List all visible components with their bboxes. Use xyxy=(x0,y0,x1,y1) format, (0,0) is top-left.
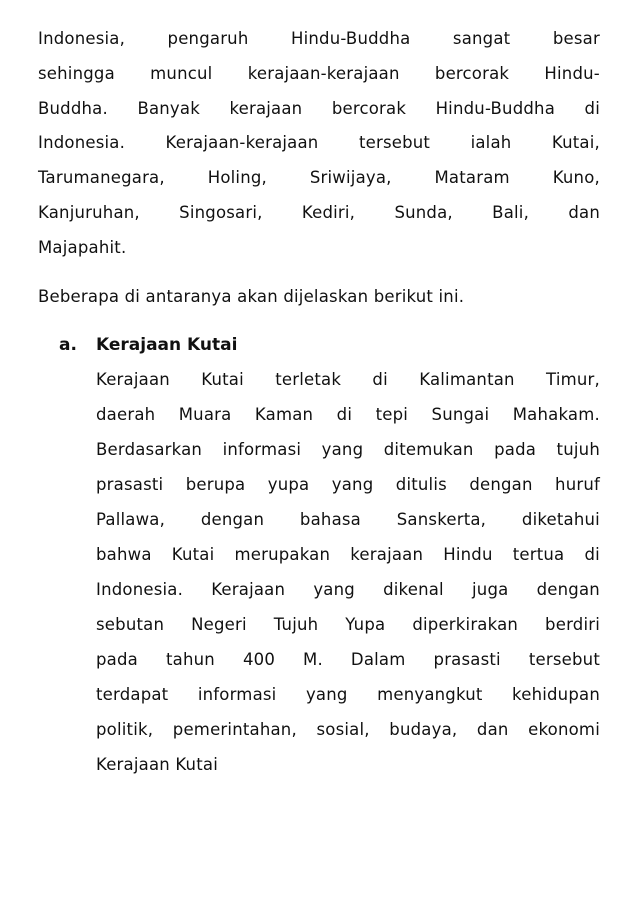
section-line xyxy=(96,580,600,600)
word: Kuno, xyxy=(552,168,600,187)
word: kerajaan xyxy=(229,99,303,118)
word: budaya, xyxy=(389,720,458,739)
word: merupakan xyxy=(234,545,331,564)
word: Sriwijaya, xyxy=(309,168,392,187)
word: Tujuh xyxy=(273,615,319,634)
word: ekonomi xyxy=(528,720,600,739)
word: di xyxy=(336,405,353,424)
section-line xyxy=(96,685,600,705)
word: Kalimantan xyxy=(419,370,515,389)
word: Mataram xyxy=(434,168,510,187)
section-heading: Kerajaan Kutai xyxy=(96,335,238,355)
word: Kediri, xyxy=(301,203,356,222)
word: Indonesia. xyxy=(38,133,126,152)
word: besar xyxy=(552,29,600,48)
word: Buddha. xyxy=(38,99,108,118)
section-line xyxy=(96,650,600,670)
word: Pallawa, xyxy=(96,510,166,529)
word: ditulis xyxy=(395,475,447,494)
word: Mahakam. xyxy=(512,405,600,424)
section-line xyxy=(96,440,600,460)
word: huruf xyxy=(555,475,600,494)
word: yang xyxy=(321,440,364,459)
word: prasasti xyxy=(433,650,501,669)
word: yang xyxy=(305,685,348,704)
word: tersebut xyxy=(358,133,431,152)
word: muncul xyxy=(150,64,213,83)
word: bahwa xyxy=(96,545,152,564)
word: yupa xyxy=(267,475,310,494)
word: Indonesia, xyxy=(38,29,126,48)
word: Yupa xyxy=(345,615,386,634)
word: Kaman xyxy=(254,405,314,424)
section-line xyxy=(96,720,600,740)
word: berdiri xyxy=(545,615,600,634)
word: sehingga xyxy=(38,64,115,83)
word: Kutai, xyxy=(551,133,600,152)
section-line xyxy=(96,510,600,530)
word: Berdasarkan xyxy=(96,440,203,459)
intro-line xyxy=(38,64,600,84)
word: sosial, xyxy=(316,720,370,739)
word: tertua xyxy=(512,545,565,564)
section-last-line: Kerajaan Kutai xyxy=(96,755,218,774)
list-marker: a. xyxy=(59,335,77,355)
word: menyangkut xyxy=(377,685,483,704)
lead-sentence: Beberapa di antaranya akan dijelaskan berikut ini. xyxy=(38,287,465,306)
word: Kutai xyxy=(201,370,244,389)
word: bercorak xyxy=(434,64,510,83)
word: prasasti xyxy=(96,475,164,494)
word: dan xyxy=(476,720,509,739)
section-line xyxy=(96,405,600,425)
word: ditemukan xyxy=(383,440,474,459)
section-line xyxy=(96,370,600,390)
word: pemerintahan, xyxy=(172,720,297,739)
intro-line xyxy=(38,99,600,119)
section-line xyxy=(96,615,600,635)
word: terletak xyxy=(275,370,342,389)
word: Tarumanegara, xyxy=(38,168,165,187)
word: Kerajaan xyxy=(211,580,286,599)
word: Sanskerta, xyxy=(396,510,487,529)
word: Kerajaan-kerajaan xyxy=(165,133,319,152)
word: Muara xyxy=(178,405,232,424)
word: bercorak xyxy=(331,99,407,118)
word: informasi xyxy=(222,440,302,459)
word: bahasa xyxy=(299,510,361,529)
word: yang xyxy=(313,580,355,599)
word: yang xyxy=(331,475,374,494)
word: kehidupan xyxy=(512,685,600,704)
section-line xyxy=(96,475,600,495)
word: Negeri xyxy=(191,615,247,634)
word: Hindu xyxy=(443,545,493,564)
intro-line xyxy=(38,29,600,49)
word: diperkirakan xyxy=(412,615,519,634)
word: terdapat xyxy=(96,685,169,704)
word: Dalam xyxy=(350,650,406,669)
word: diketahui xyxy=(521,510,600,529)
word: tahun xyxy=(165,650,215,669)
word: pada xyxy=(96,650,138,669)
word: daerah xyxy=(96,405,156,424)
word: tepi xyxy=(375,405,409,424)
word: Sungai xyxy=(431,405,490,424)
word: Sunda, xyxy=(394,203,453,222)
word: berupa xyxy=(185,475,246,494)
word: Bali, xyxy=(492,203,530,222)
intro-line xyxy=(38,168,600,188)
word: dengan xyxy=(200,510,265,529)
section-line xyxy=(96,545,600,565)
word: Kerajaan xyxy=(96,370,170,389)
word: sebutan xyxy=(96,615,165,634)
intro-line xyxy=(38,203,600,223)
word: dengan xyxy=(469,475,533,494)
word: tujuh xyxy=(556,440,600,459)
word: Timur, xyxy=(546,370,600,389)
word: Hindu-Buddha xyxy=(435,99,556,118)
word: 400 xyxy=(242,650,276,669)
word: dengan xyxy=(536,580,600,599)
word: Hindu- xyxy=(544,64,600,83)
word: informasi xyxy=(197,685,277,704)
word: Hindu-Buddha xyxy=(290,29,411,48)
intro-line xyxy=(38,133,600,153)
word: di xyxy=(372,370,388,389)
word: kerajaan-kerajaan xyxy=(247,64,400,83)
word: ialah xyxy=(470,133,512,152)
word: politik, xyxy=(96,720,154,739)
word: di xyxy=(584,99,600,118)
word: tersebut xyxy=(528,650,600,669)
word: di xyxy=(584,545,600,564)
word: pada xyxy=(494,440,537,459)
word: Banyak xyxy=(137,99,200,118)
word: juga xyxy=(472,580,509,599)
word: Singosari, xyxy=(179,203,263,222)
word: kerajaan xyxy=(350,545,424,564)
word: Indonesia. xyxy=(96,580,184,599)
word: Kanjuruhan, xyxy=(38,203,140,222)
intro-last-line: Majapahit. xyxy=(38,238,127,257)
word: pengaruh xyxy=(167,29,249,48)
word: sangat xyxy=(452,29,511,48)
word: Kutai xyxy=(171,545,215,564)
word: dikenal xyxy=(383,580,444,599)
word: M. xyxy=(303,650,323,669)
word: dan xyxy=(568,203,600,222)
word: Holing, xyxy=(207,168,267,187)
